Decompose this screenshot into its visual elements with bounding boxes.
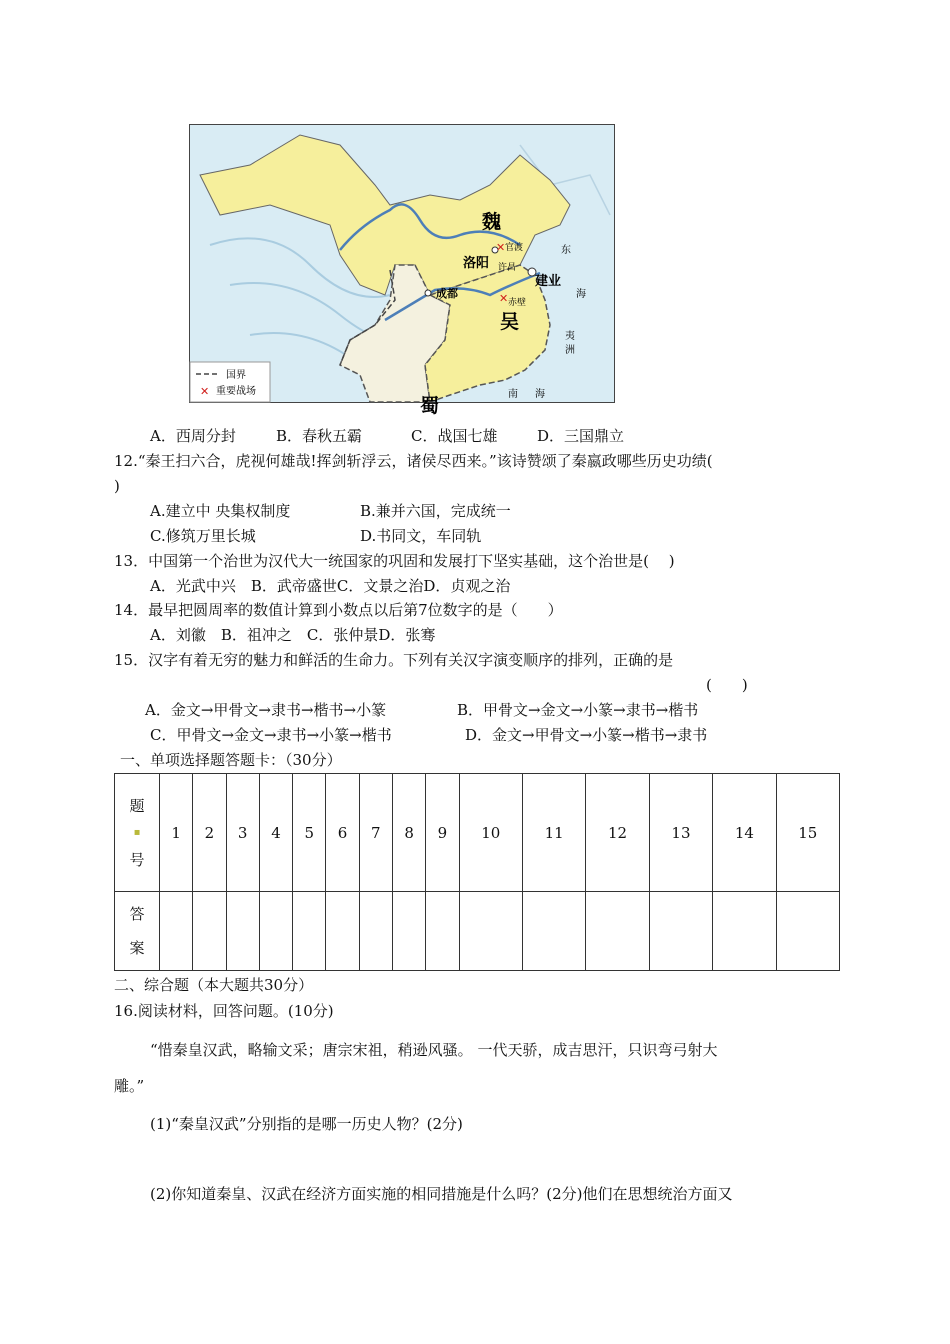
- legend-battle-label: 重要战场: [216, 386, 256, 397]
- question-number-cell: 8: [392, 774, 425, 892]
- answer-cell[interactable]: [522, 892, 585, 971]
- q12-option-c: C.修筑万里长城: [150, 527, 256, 545]
- q11-option-a: A．西周分封: [150, 427, 236, 445]
- answer-card-number-row: [115, 774, 840, 892]
- q11-option-c: C．战国七雄: [411, 427, 498, 445]
- q11-option-b: B．春秋五霸: [276, 427, 363, 445]
- label-wu: 吴: [500, 311, 520, 333]
- question-number-cell: 7: [359, 774, 392, 892]
- q15-stem: 15．汉字有着无穷的魅力和鲜活的生命力。下列有关汉字演变顺序的排列，正确的是: [114, 651, 674, 669]
- label-hai: 海: [576, 289, 586, 300]
- number-row-header: [115, 774, 160, 892]
- q12-stem: 12.“秦王扫六合，虎视何雄哉!挥剑斩浮云，诸侯尽西来。”该诗赞颂了秦嬴政哪些历史功绩(: [114, 452, 713, 470]
- q16-sub1: (1)“秦皇汉武”分别指的是哪一历史人物？(2分): [150, 1115, 463, 1133]
- answer-cell[interactable]: [392, 892, 425, 971]
- chengdu-marker: [425, 290, 431, 296]
- question-number-cell: 6: [326, 774, 359, 892]
- question-number-cell: 13: [649, 774, 712, 892]
- chibi-battle-icon: ✕: [499, 292, 509, 305]
- q13-stem: 13．中国第一个治世为汉代大一统国家的巩固和发展打下坚实基础，这个治世是( ): [114, 552, 675, 570]
- decorative-dot: ▪: [133, 826, 141, 838]
- guandu-battle-icon: ✕: [496, 241, 506, 254]
- q16-quote-line2: 雕。”: [114, 1077, 145, 1095]
- q16-sub2: (2)你知道秦皇、汉武在经济方面实施的相同措施是什么吗？(2分)他们在思想统治方面又: [150, 1185, 733, 1203]
- label-nanhai-hai: 海: [535, 389, 545, 400]
- question-number-cell: 12: [586, 774, 649, 892]
- answer-cell[interactable]: [259, 892, 292, 971]
- label-xuchang: 许昌: [498, 263, 517, 273]
- number-header-bottom: 号: [129, 850, 145, 869]
- q12-option-d: D.书同文，车同轨: [360, 527, 482, 545]
- legend-battle-icon: ✕: [200, 385, 210, 398]
- label-shu: 蜀: [420, 395, 440, 417]
- q13-options: A．光武中兴 B．武帝盛世C．文景之治D．贞观之治: [150, 577, 511, 595]
- q15-paren: ( ): [706, 676, 748, 694]
- label-jianye: 建业: [535, 274, 562, 289]
- answer-cell[interactable]: [426, 892, 459, 971]
- q15-option-c: C．甲骨文→金文→隶书→小篆→楷书: [150, 726, 392, 744]
- q16-title: 16.阅读材料，回答问题。(10分): [114, 1002, 334, 1020]
- answer-header-bottom: 案: [129, 939, 145, 957]
- question-number-cell: 5: [293, 774, 326, 892]
- q14-stem: 14．最早把圆周率的数值计算到小数点以后第7位数字的是（ ）: [114, 601, 563, 619]
- label-yi: 夷: [565, 331, 575, 342]
- label-wei: 魏: [482, 211, 502, 233]
- question-number-cell: 14: [713, 774, 776, 892]
- label-chengdu: 成都: [436, 287, 458, 300]
- answer-cell[interactable]: [226, 892, 259, 971]
- answer-cell[interactable]: [713, 892, 776, 971]
- q16-quote-line1: “惜秦皇汉武，略输文采；唐宗宋祖，稍逊风骚。 一代天骄，成吉思汗，只识弯弓射大: [150, 1041, 718, 1059]
- q11-option-d: D．三国鼎立: [537, 427, 625, 445]
- q14-options: A．刘徽 B．祖冲之 C．张仲景D．张骞: [150, 626, 436, 644]
- q15-option-a: A．金文→甲骨文→隶书→楷书→小篆: [145, 701, 387, 719]
- legend-border-label: 国界: [226, 370, 246, 381]
- answer-cell[interactable]: [293, 892, 326, 971]
- number-header-top: 题: [129, 796, 145, 815]
- answer-header-top: 答: [129, 905, 145, 923]
- answer-cell[interactable]: [649, 892, 712, 971]
- section1-title: 一、单项选择题答题卡：（30分）: [120, 751, 342, 769]
- question-number-cell: 15: [776, 774, 839, 892]
- answer-cell[interactable]: [359, 892, 392, 971]
- answer-cell[interactable]: [193, 892, 226, 971]
- answer-cell[interactable]: [776, 892, 839, 971]
- question-number-cell: 3: [226, 774, 259, 892]
- label-chibi: 赤壁: [508, 298, 527, 308]
- label-guandu: 官渡: [505, 243, 524, 253]
- question-number-cell: 4: [259, 774, 292, 892]
- question-number-cell: 1: [160, 774, 193, 892]
- answer-cell[interactable]: [326, 892, 359, 971]
- label-zhou: 洲: [565, 345, 575, 356]
- answer-cell[interactable]: [586, 892, 649, 971]
- map-svg: [190, 125, 614, 417]
- question-number-cell: 10: [459, 774, 522, 892]
- label-luoyang: 洛阳: [463, 256, 490, 271]
- question-number-cell: 2: [193, 774, 226, 892]
- label-dong: 东: [561, 245, 571, 256]
- answer-cell[interactable]: [459, 892, 522, 971]
- answer-row-header: [115, 892, 160, 971]
- answer-card-answer-row: [115, 892, 840, 971]
- label-nan: 南: [508, 389, 518, 400]
- q15-option-d: D．金文→甲骨文→小篆→楷书→隶书: [465, 726, 708, 744]
- answer-cell[interactable]: [160, 892, 193, 971]
- q12-option-b: B.兼并六国，完成统一: [360, 502, 511, 520]
- question-number-cell: 11: [522, 774, 585, 892]
- q12-option-a: A.建立中 央集权制度: [150, 502, 291, 520]
- jianye-marker: [528, 268, 536, 276]
- three-kingdoms-map: [189, 124, 615, 417]
- q12-stem-end: ): [114, 477, 120, 495]
- q15-option-b: B．甲骨文→金文→小篆→隶书→楷书: [457, 701, 699, 719]
- question-number-cell: 9: [426, 774, 459, 892]
- section2-title: 二、综合题（本大题共30分）: [114, 976, 314, 994]
- answer-card-table: [114, 773, 840, 971]
